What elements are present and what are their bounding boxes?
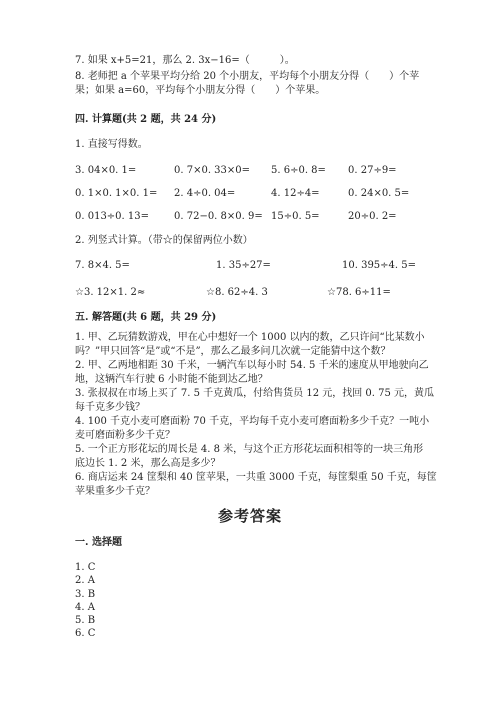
- solve-line: 3. 张叔叔在市场上买了 7. 5 千克黄瓜，付给售货员 12 元，找回 0. 75 元，黄瓜: [75, 388, 435, 399]
- question-8-line-2: 果；如果 a=60，平均每个小朋友分得（ ）个苹果。: [75, 85, 326, 96]
- solve-line: 地，这辆汽车行驶 6 小时能不能到达乙地？: [75, 374, 268, 385]
- solve-line: 5. 一个正方形花坛的周长是 4. 8 米，与这个正方形花坛面积相等的一块三角形: [75, 444, 424, 455]
- calc-item: 7. 8×4. 5=: [75, 260, 130, 271]
- calc-item: ☆78. 6÷11=: [327, 287, 391, 298]
- calc-item: 0. 27÷9=: [348, 165, 397, 176]
- calc-item: 4. 12÷4=: [271, 188, 320, 199]
- calc-item: 20÷0. 2=: [348, 211, 397, 222]
- answer-item: 3. B: [75, 588, 96, 600]
- solve-line: 1. 甲、乙玩猜数游戏，甲在心中想好一个 1000 以内的数，乙只许问“比某数小: [75, 332, 425, 343]
- answers-heading: 一. 选择题: [75, 537, 122, 548]
- calc-item: 2. 4÷0. 04=: [174, 188, 236, 199]
- calc-item: 0. 7×0. 33×0=: [174, 165, 251, 176]
- answer-item: 2. A: [75, 575, 95, 587]
- calc-item: 0. 72−0. 8×0. 9=: [174, 211, 263, 222]
- calc-item: 1. 35÷27=: [216, 260, 271, 271]
- answer-item: 5. B: [75, 615, 96, 627]
- calc-heading: 四. 计算题(共 2 题，共 24 分): [75, 114, 217, 125]
- solve-line: 麦可磨面粉多少千克？: [75, 430, 175, 441]
- question-8-line-1: 8. 老师把 a 个苹果平均分给 20 个小朋友，平均每个小朋友分得（ ）个苹: [75, 71, 420, 82]
- answers-title: 参考答案: [217, 507, 282, 525]
- calc-part1-label: 1. 直接写得数。: [75, 139, 148, 150]
- answer-item: 6. C: [75, 628, 96, 640]
- solve-heading: 五. 解答题(共 6 题，共 29 分): [75, 312, 217, 323]
- calc-item: 0. 013÷0. 13=: [75, 211, 150, 222]
- calc-item: 3. 04×0. 1=: [75, 165, 137, 176]
- solve-line: 吗？”甲只回答“是”或“不是”，那么乙最多问几次就一定能猜中这个数？: [75, 346, 391, 357]
- calc-item: 10. 395÷4. 5=: [342, 260, 417, 271]
- calc-item: ☆3. 12×1. 2≈: [75, 287, 146, 298]
- solve-line: 底边长 1. 2 米，那么高是多少？: [75, 458, 221, 469]
- calc-item: 5. 6÷0. 8=: [271, 165, 326, 176]
- solve-line: 4. 100 千克小麦可磨面粉 70 千克，平均每千克小麦可磨面粉多少千克？一吨小: [75, 416, 430, 427]
- calc-item: ☆8. 62÷4. 3: [206, 287, 268, 298]
- answer-item: 4. A: [75, 601, 95, 613]
- answer-item: 1. C: [75, 562, 96, 573]
- solve-line: 2. 甲、乙两地相距 30 千米，一辆汽车以每小时 54. 5 千米的速度从甲地驶向乙: [75, 360, 429, 371]
- calc-item: 0. 24×0. 5=: [348, 188, 410, 199]
- calc-part2-label: 2. 列竖式计算。（带☆的保留两位小数）: [75, 235, 253, 246]
- solve-line: 每千克多少钱？: [75, 402, 145, 413]
- solve-line: 6. 商店运来 24 筐梨和 40 筐苹果，一共重 3000 千克，每筐梨重 50 千克，每筐: [75, 472, 437, 483]
- calc-item: 0. 1×0. 1×0. 1=: [75, 188, 158, 199]
- question-7: 7. 如果 x+5=21，那么 2. 3x−16=（ ）。: [75, 55, 295, 66]
- answers-list: [75, 561, 95, 641]
- solve-line: 苹果重多少千克？: [75, 486, 155, 497]
- calc-item: 15÷0. 5=: [271, 211, 320, 222]
